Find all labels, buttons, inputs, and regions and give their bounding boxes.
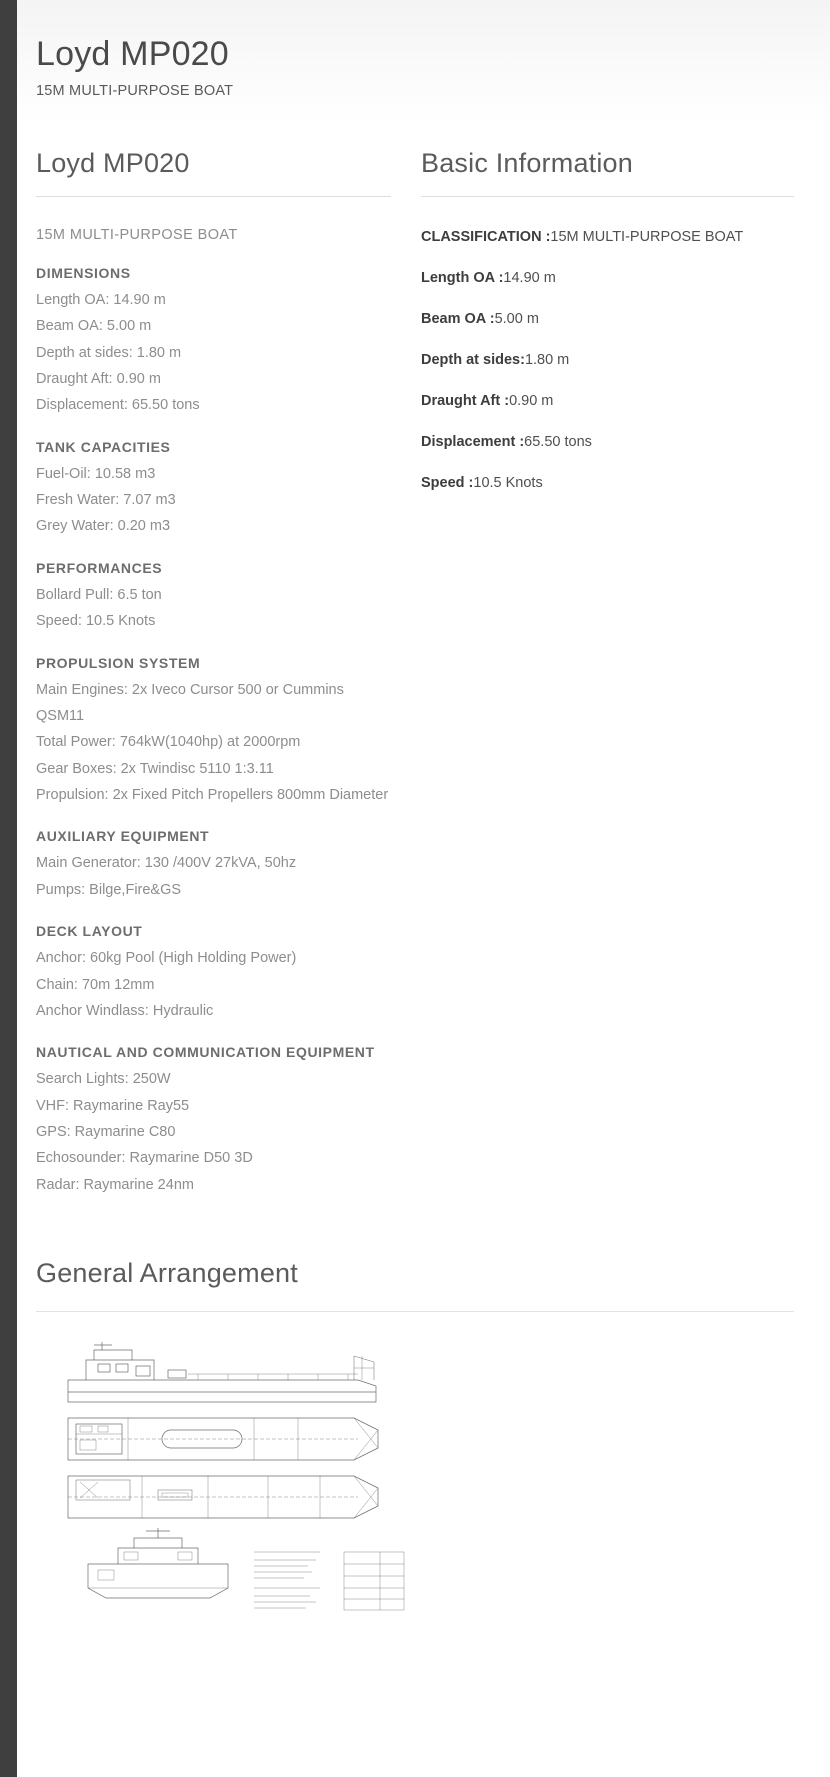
spec-line: Propulsion: 2x Fixed Pitch Propellers 800mm Diameter	[36, 787, 389, 804]
info-label: Length OA :	[421, 269, 504, 286]
general-arrangement-image-wrap	[36, 1340, 794, 1680]
spec-group-propulsion-system	[36, 655, 391, 809]
spec-line: Speed: 10.5 Knots	[36, 613, 156, 630]
list-item	[421, 473, 794, 494]
page-content	[17, 0, 830, 1680]
list-item	[421, 432, 794, 453]
spec-group-auxiliary-equipment	[36, 828, 391, 903]
info-value: 65.50 tons	[524, 433, 592, 450]
spec-line: Fresh Water: 7.07 m3	[36, 492, 176, 509]
spec-line: Radar: Raymarine 24nm	[36, 1176, 194, 1193]
list-item	[421, 268, 794, 289]
spec-line: Pumps: Bilge,Fire&GS	[36, 881, 182, 898]
basic-information-heading: Basic Information	[421, 148, 633, 179]
info-label: Speed :	[421, 474, 474, 491]
list-item	[421, 391, 794, 412]
spec-line: Grey Water: 0.20 m3	[36, 518, 171, 535]
spec-columns	[17, 125, 830, 1218]
info-value: 15M MULTI-PURPOSE BOAT	[550, 228, 744, 245]
info-value: 0.90 m	[509, 392, 554, 409]
spec-line: GPS: Raymarine C80	[36, 1124, 176, 1141]
specifications-divider	[36, 196, 391, 197]
basic-information-column	[421, 147, 794, 1218]
info-value: 5.00 m	[494, 310, 539, 327]
spec-line: Bollard Pull: 6.5 ton	[36, 586, 162, 603]
general-arrangement-drawing	[58, 1340, 418, 1640]
page-header	[17, 0, 830, 125]
spec-line: Search Lights: 250W	[36, 1071, 171, 1088]
specifications-lead: 15M MULTI-PURPOSE BOAT	[36, 226, 238, 243]
general-arrangement-section	[17, 1218, 830, 1680]
general-arrangement-heading: General Arrangement	[36, 1258, 298, 1289]
spec-group-title: DIMENSIONS	[36, 264, 131, 281]
info-label: Displacement :	[421, 433, 525, 450]
spec-line: Beam OA: 5.00 m	[36, 318, 152, 335]
list-item	[421, 227, 794, 248]
page-subtitle: 15M MULTI-PURPOSE BOAT	[36, 83, 234, 100]
spec-group-title: NAUTICAL AND COMMUNICATION EQUIPMENT	[36, 1044, 375, 1061]
info-value: 10.5 Knots	[473, 474, 543, 491]
spec-line: Draught Aft: 0.90 m	[36, 370, 161, 387]
list-item	[421, 350, 794, 371]
left-rail-decoration	[0, 0, 17, 1777]
spec-line: Chain: 70m 12mm	[36, 976, 155, 993]
spec-group-nautical-communication-equipment	[36, 1044, 391, 1198]
info-label: Depth at sides:	[421, 351, 525, 368]
basic-information-list	[421, 227, 794, 494]
spec-line: Gear Boxes: 2x Twindisc 5110 1:3.11	[36, 760, 274, 777]
spec-line: Displacement: 65.50 tons	[36, 397, 200, 414]
spec-group-dimensions	[36, 265, 391, 419]
spec-group-title: AUXILIARY EQUIPMENT	[36, 828, 210, 845]
info-label: CLASSIFICATION :	[421, 228, 551, 245]
spec-group-tank-capacities	[36, 439, 391, 540]
general-arrangement-divider	[36, 1311, 794, 1312]
info-value: 1.80 m	[524, 351, 570, 368]
info-value: 14.90 m	[503, 269, 556, 286]
spec-line: Depth at sides: 1.80 m	[36, 344, 182, 361]
spec-line: VHF: Raymarine Ray55	[36, 1097, 190, 1114]
spec-line: Main Generator: 130 /400V 27kVA, 50hz	[36, 855, 297, 872]
specifications-column	[36, 147, 391, 1218]
basic-information-divider	[421, 196, 794, 197]
spec-line: Length OA: 14.90 m	[36, 291, 166, 308]
spec-line: Main Engines: 2x Iveco Cursor 500 or Cummins QSM11	[36, 681, 344, 724]
spec-line: Anchor: 60kg Pool (High Holding Power)	[36, 950, 297, 967]
spec-line: Total Power: 764kW(1040hp) at 2000rpm	[36, 734, 301, 751]
spec-group-title: TANK CAPACITIES	[36, 438, 171, 455]
specifications-heading: Loyd MP020	[36, 148, 190, 179]
spec-line: Echosounder: Raymarine D50 3D	[36, 1150, 253, 1167]
page-title: Loyd MP020	[36, 35, 229, 73]
info-label: Beam OA :	[421, 310, 495, 327]
spec-group-title: PROPULSION SYSTEM	[36, 654, 201, 671]
info-label: Draught Aft :	[421, 392, 510, 409]
spec-group-title: DECK LAYOUT	[36, 923, 143, 940]
spec-line: Fuel-Oil: 10.58 m3	[36, 465, 156, 482]
spec-line: Anchor Windlass: Hydraulic	[36, 1002, 214, 1019]
spec-group-deck-layout	[36, 923, 391, 1024]
list-item	[421, 309, 794, 330]
spec-group-title: PERFORMANCES	[36, 559, 163, 576]
spec-group-performances	[36, 560, 391, 635]
